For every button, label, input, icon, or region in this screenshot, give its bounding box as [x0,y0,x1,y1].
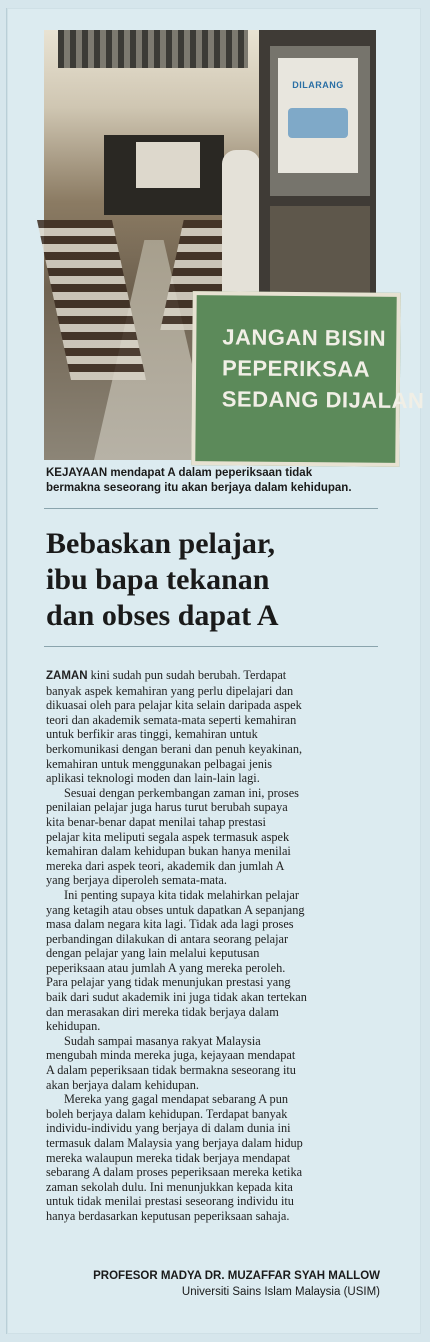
article-paragraph [46,786,380,888]
article-line: perbandingan dilakukan di antara seorang pelajar [46,931,289,946]
caption-line: mendapat A dalam peperiksaan tidak [107,467,313,479]
caption-divider [44,508,378,509]
article-paragraph [46,1034,380,1092]
author-institution: Universiti Sains Islam Malaysia (USIM) [181,1286,380,1298]
article-line: banyak aspek kemahiran yang perlu dipelajari dan [46,683,294,698]
photo-caption [46,466,386,496]
article-line: Para pelajar yang tidak menunjukan prestasi yang [46,975,291,990]
article-line: berkomunikasi dengan berani dan penuh keyakinan, [46,741,303,756]
exam-sign [191,291,425,467]
article-line-text: kini sudah pun sudah berubah. Terdapat [87,668,287,682]
caption-lead: KEJAYAAN [46,467,108,479]
poster-graphic [288,108,348,138]
article-line: kita benar-benar dapat menilai tahap prestasi [46,814,266,829]
article-line: yang ketagih atau obses untuk dapatkan A sepanjang [46,902,305,917]
byline [46,1268,380,1300]
author-name: PROFESOR MADYA DR. MUZAFFAR SYAH MALLOW [93,1270,380,1282]
article-lead-word: ZAMAN [46,670,88,682]
sign-line: JANGAN BISIN [222,324,387,351]
article-line: dan merasakan diri mereka tidak berjaya dalam [46,1004,279,1019]
headline [46,526,376,634]
poster-text: DILARANG [292,80,344,90]
article-line: mereka walaupun mereka tidak berjaya mendapat [46,1150,291,1165]
article-line [46,668,380,684]
exam-hall-photo [44,30,425,460]
article-line: masa dalam negara kita lagi. Tidak ada lagi proses [46,917,294,932]
article-line: peperiksaan atau jumlah A yang mereka peroleh. [46,960,286,975]
article-line: termasuk dalam Malaysia yang berjaya dalam hidup [46,1136,303,1150]
article-line: untuk tidak menilai prestasi seseorang individu itu [46,1194,294,1209]
article-line: Mereka yang gagal mendapat sebarang A pun [64,1092,288,1107]
article-paragraph [46,888,380,1034]
sign-line: PEPERIKSAA [221,355,371,382]
projector-screen [136,142,200,188]
headline-divider [44,646,378,647]
article-line: mengubah minda mereka juga, kejayaan mendapat [46,1048,296,1063]
article-line: hanya berdasarkan keputusan peperiksaan sahaja. [46,1208,290,1223]
article-line: pelajar kita meliputi segala aspek termasuk aspek [46,829,290,844]
article-line: Ini penting supaya kita tidak melahirkan pelajar [64,887,299,902]
article-line: Sesuai dengan perkembangan zaman ini, proses [64,785,299,800]
article-line: individu-individu yang berjaya di dalam dunia ini [46,1121,291,1136]
article-line: dengan pelajar yang lain melalui keputusan [46,946,260,961]
sign-line: SEDANG DIJALAN [221,386,425,414]
article-line: kemahiran untuk menggunakan pelbagai jenis [46,756,273,771]
article-paragraph [46,1092,380,1223]
article-line: zaman sekolah dulu. Ini menunjukkan kepada kita [46,1179,293,1194]
article-line: aplikasi teknologi moden dan lain-lain lagi. [46,771,260,786]
article-line: penilaian pelajar juga harus turut berubah supaya [46,800,288,815]
article-line: kehidupan. [46,1019,101,1034]
article-line: mereka dari aspek teori, akademik dan jumlah A [46,858,285,873]
headline-line: dan obses dapat A [46,599,279,632]
article-body [46,668,380,1224]
curtains [58,30,248,68]
door-poster [278,58,358,173]
article-line: dikuasai oleh para pelajar kita selain daripada aspek [46,698,302,713]
headline-line: Bebaskan pelajar, [46,527,275,560]
article-line: akan berjaya dalam kehidupan. [46,1077,199,1092]
article-line: kemahiran dalam kehidupan bukan hanya menilai [46,844,291,859]
article-line: yang berjaya diperoleh semata-mata. [46,873,227,888]
caption-line: bermakna seseorang itu akan berjaya dalam kehidupan. [46,482,352,494]
headline-line: ibu bapa tekanan [46,563,270,596]
article-paragraph [46,668,380,786]
article-line: A dalam peperiksaan tidak bermakna seseorang itu [46,1063,296,1078]
article-line: boleh berjaya dalam kehidupan. Terdapat banyak [46,1106,288,1121]
article-line: baik dari sudut akademik ini juga tidak akan tertekan [46,990,307,1005]
article-line: teori dan akademik semata-mata seperti kemahiran [46,712,297,727]
article-line: untuk berfikir aras tinggi, kemahiran untuk [46,727,258,742]
article-line: sebarang A dalam proses peperiksaan mereka ketika [46,1165,303,1180]
article-line: Sudah sampai masanya rakyat Malaysia [64,1033,261,1048]
